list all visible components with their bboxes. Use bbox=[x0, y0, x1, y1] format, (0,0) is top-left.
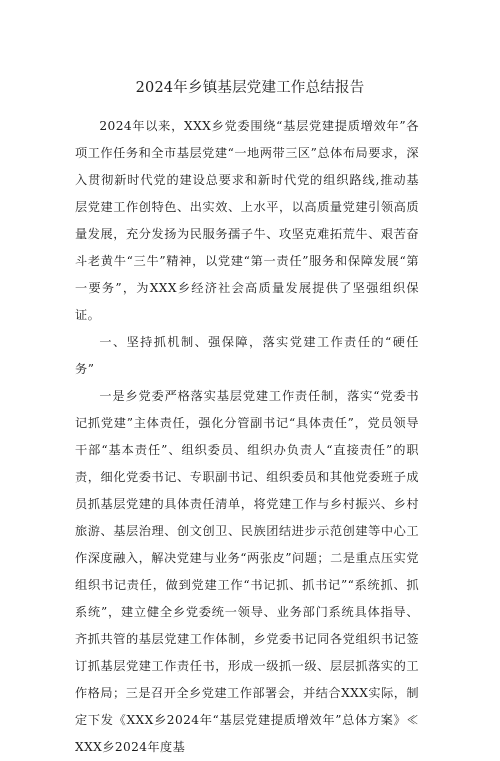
intro-paragraph: 2024年以来，XXX乡党委围绕“基层党建提质增效年”各项工作任务和全市基层党建“一地两带三区”总体布局要求，深入贯彻新时代党的建设总要求和新时代党的组织路线,推动基层党建工作创特色、出实效、上水平，以高质量党建引领高质量发展，充分发扬为民服务孺子牛、攻坚克难拓荒牛、艰苦奋斗老黄牛“三牛”精神，以党建“第一责任”服务和保障发展“第一要务”，为XXX乡经济社会高质量发展提供了坚强组织保证。 bbox=[75, 119, 419, 322]
section-heading: 一、坚持抓机制、强保障，落实党建工作责任的“硬任务” bbox=[75, 335, 419, 376]
body-paragraph: 一是乡党委严格落实基层党建工作责任制，落实“党委书记抓党建”主体责任，强化分管副书记“具体责任”，党员领导干部“基本责任”、组织委员、组织办负责人“直接责任”的职责，细化党委书记、专职副书记、组织委员和其他党委班子成员抓基层党建的具体责任清单，将党建工作与乡村振兴、乡村旅游、基层治理、创文创卫、民族团结进步示范创建等中心工作深度融入，解决党建与业务“两张皮”问题；二是重点压实党组织书记责任，做到党建工作“书记抓、抓书记”“系统抓、抓系统”，建立健全乡党委统一领导、业务部门系统具体指导、齐抓共管的基层党建工作体制，乡党委书记同各党组织书记签订抓基层党建工作责任书，形成一级抓一级、层层抓落实的工作格局；三是召开全乡党建工作部署会，并结合XXX实际，制定下发《XXX乡2024年“基层党建提质增效年”总体方案》≪XXX乡2024年度基 bbox=[75, 389, 419, 754]
document-title: 2024年乡镇基层党建工作总结报告 bbox=[135, 80, 365, 96]
document-body bbox=[75, 113, 419, 761]
